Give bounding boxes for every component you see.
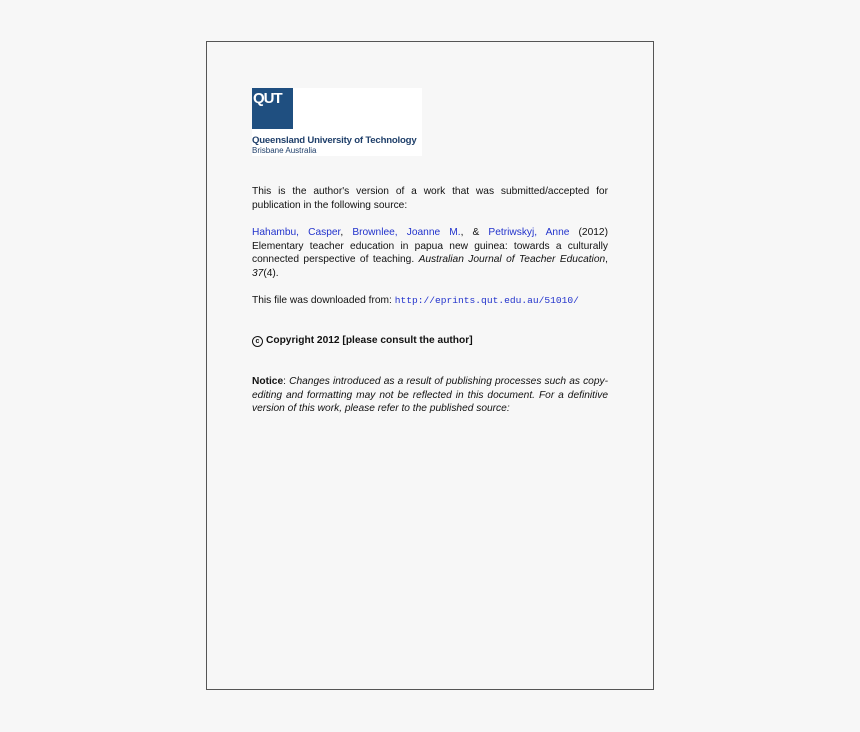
qut-logo	[252, 88, 422, 156]
download-label: This file was downloaded from:	[252, 295, 395, 306]
journal-issue: (4).	[263, 267, 279, 279]
logo-location: Brisbane Australia	[252, 146, 317, 155]
notice-paragraph	[252, 375, 608, 416]
qut-logo-mark	[252, 88, 293, 129]
notice-text: Changes introduced as a result of publishing processes such as copy-editing and formatting may not be reflected in this document. For a definitive version of this work, please refer to the published source:	[252, 376, 608, 415]
author-link-hahambu[interactable]: Hahambu, Casper	[252, 227, 341, 238]
citation-paragraph	[252, 226, 608, 280]
citation-separator: ,	[340, 227, 353, 238]
citation-title: (2012) Elementary teacher education in papua new guinea: towards a culturally connected perspective of teaching.	[252, 227, 608, 266]
download-url-link[interactable]: http://eprints.qut.edu.au/51010/	[394, 295, 579, 306]
author-link-brownlee[interactable]: Brownlee, Joanne M.	[352, 227, 461, 238]
author-link-petriwskyj[interactable]: Petriwskyj, Anne	[488, 227, 570, 238]
copyright-text: Copyright 2012 [please consult the author]	[266, 335, 473, 346]
notice-label: Notice	[252, 376, 284, 387]
citation-separator: ,	[605, 254, 608, 266]
copyright-line	[252, 334, 608, 348]
logo-university-name: Queensland University of Technology	[252, 135, 417, 146]
journal-name: Australian Journal of Teacher Education	[418, 254, 606, 266]
document-page	[206, 41, 654, 690]
copyright-icon: c	[252, 336, 263, 347]
logo-mark-text: QUT	[253, 90, 282, 107]
download-paragraph	[252, 294, 608, 308]
journal-volume: 37	[252, 267, 264, 279]
notice-colon: :	[283, 376, 290, 387]
intro-paragraph: This is the author's version of a work that was submitted/accepted for publication in the following source:	[252, 186, 608, 211]
citation-separator: , &	[460, 227, 489, 238]
